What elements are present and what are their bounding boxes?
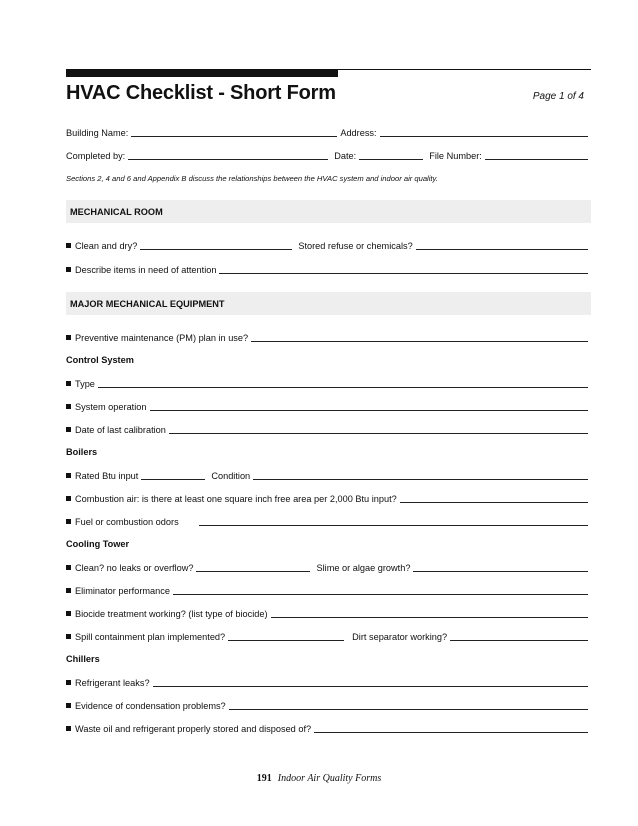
row-fuel-odors [66,514,591,528]
date-field[interactable] [359,159,423,160]
sections-note: Sections 2, 4 and 6 and Appendix B discuss the relationships between the HVAC system and indoor air quality. [66,174,438,183]
system-operation-label: System operation [75,402,147,412]
bullet-icon [66,267,71,272]
bullet-icon [66,243,71,248]
row-refrigerant-leaks [66,675,591,689]
row-waste-oil [66,721,591,735]
spill-field[interactable] [228,640,344,641]
biocide-field[interactable] [271,617,588,618]
footer-page-number: 191 [256,773,272,784]
describe-items-field[interactable] [219,273,588,274]
bullet-icon [66,404,71,409]
clean-tower-label: Clean? no leaks or overflow? [75,563,194,573]
condensation-field[interactable] [229,709,588,710]
waste-oil-label: Waste oil and refrigerant properly stored and disposed of? [75,724,312,734]
chillers-heading: Chillers [66,654,100,664]
address-field[interactable] [380,136,588,137]
page-indicator: Page 1 of 4 [532,91,584,102]
bullet-icon [66,519,71,524]
bullet-icon [66,726,71,731]
condition-label: Condition [211,471,251,481]
row-describe-items [66,262,591,276]
row-system-operation [66,399,591,413]
bullet-icon [66,427,71,432]
row-condensation [66,698,591,712]
bullet-icon [66,473,71,478]
top-bar-accent [66,69,338,77]
bullet-icon [66,703,71,708]
spill-label: Spill containment plan implemented? [75,632,226,642]
page-title: HVAC Checklist - Short Form [66,82,336,104]
date-label: Date: [334,151,357,161]
bullet-icon [66,611,71,616]
file-number-field[interactable] [485,159,588,160]
bullet-icon [66,381,71,386]
section-mechanical-room [66,200,591,223]
combustion-air-field[interactable] [400,502,588,503]
clean-dry-field[interactable] [140,249,292,250]
stored-refuse-field[interactable] [416,249,588,250]
combustion-air-label: Combustion air: is there at least one square inch free area per 2,000 Btu input? [75,494,397,504]
dirt-separator-label: Dirt separator working? [352,632,448,642]
calibration-field[interactable] [169,433,588,434]
completed-by-label: Completed by: [66,151,126,161]
clean-tower-field[interactable] [196,571,310,572]
bullet-icon [66,680,71,685]
refrigerant-leaks-field[interactable] [153,686,588,687]
bullet-icon [66,565,71,570]
slime-field[interactable] [413,571,588,572]
row-clean-dry [66,238,591,252]
row-clean-tower [66,560,591,574]
bullet-icon [66,335,71,340]
row-combustion-air [66,491,591,505]
dirt-separator-field[interactable] [450,640,588,641]
describe-items-label: Describe items in need of attention [75,265,217,275]
address-label: Address: [340,128,377,138]
section-major-equipment [66,292,591,315]
section-heading: MECHANICAL ROOM [70,206,163,217]
building-name-field[interactable] [131,136,337,137]
rated-btu-field[interactable] [141,479,205,480]
building-name-label: Building Name: [66,128,129,138]
row-completed-date-file [66,148,591,162]
row-building-address [66,125,591,139]
type-field[interactable] [98,387,588,388]
bullet-icon [66,634,71,639]
row-eliminator [66,583,591,597]
condition-field[interactable] [253,479,588,480]
slime-label: Slime or algae growth? [316,563,411,573]
row-spill [66,629,591,643]
fuel-odors-field[interactable] [199,525,588,526]
row-rated-btu [66,468,591,482]
section-heading: MAJOR MECHANICAL EQUIPMENT [70,298,225,309]
condensation-label: Evidence of condensation problems? [75,701,226,711]
file-number-label: File Number: [429,151,482,161]
pm-plan-label: Preventive maintenance (PM) plan in use? [75,333,249,343]
row-pm-plan [66,330,591,344]
clean-dry-label: Clean and dry? [75,241,138,251]
control-system-heading: Control System [66,355,134,365]
type-label: Type [75,379,95,389]
bullet-icon [66,496,71,501]
row-biocide [66,606,591,620]
boilers-heading: Boilers [66,447,98,457]
eliminator-field[interactable] [173,594,588,595]
calibration-label: Date of last calibration [75,425,166,435]
waste-oil-field[interactable] [314,732,588,733]
row-type [66,376,591,390]
system-operation-field[interactable] [150,410,589,411]
fuel-odors-label: Fuel or combustion odors [75,517,179,527]
bullet-icon [66,588,71,593]
completed-by-field[interactable] [128,159,328,160]
cooling-tower-heading: Cooling Tower [66,539,130,549]
stored-refuse-label: Stored refuse or chemicals? [298,241,413,251]
biocide-label: Biocide treatment working? (list type of biocide) [75,609,268,619]
rated-btu-label: Rated Btu input [75,471,139,481]
page-footer [0,773,638,784]
refrigerant-leaks-label: Refrigerant leaks? [75,678,150,688]
pm-plan-field[interactable] [251,341,588,342]
footer-title: Indoor Air Quality Forms [277,773,382,784]
row-calibration [66,422,591,436]
eliminator-label: Eliminator performance [75,586,170,596]
